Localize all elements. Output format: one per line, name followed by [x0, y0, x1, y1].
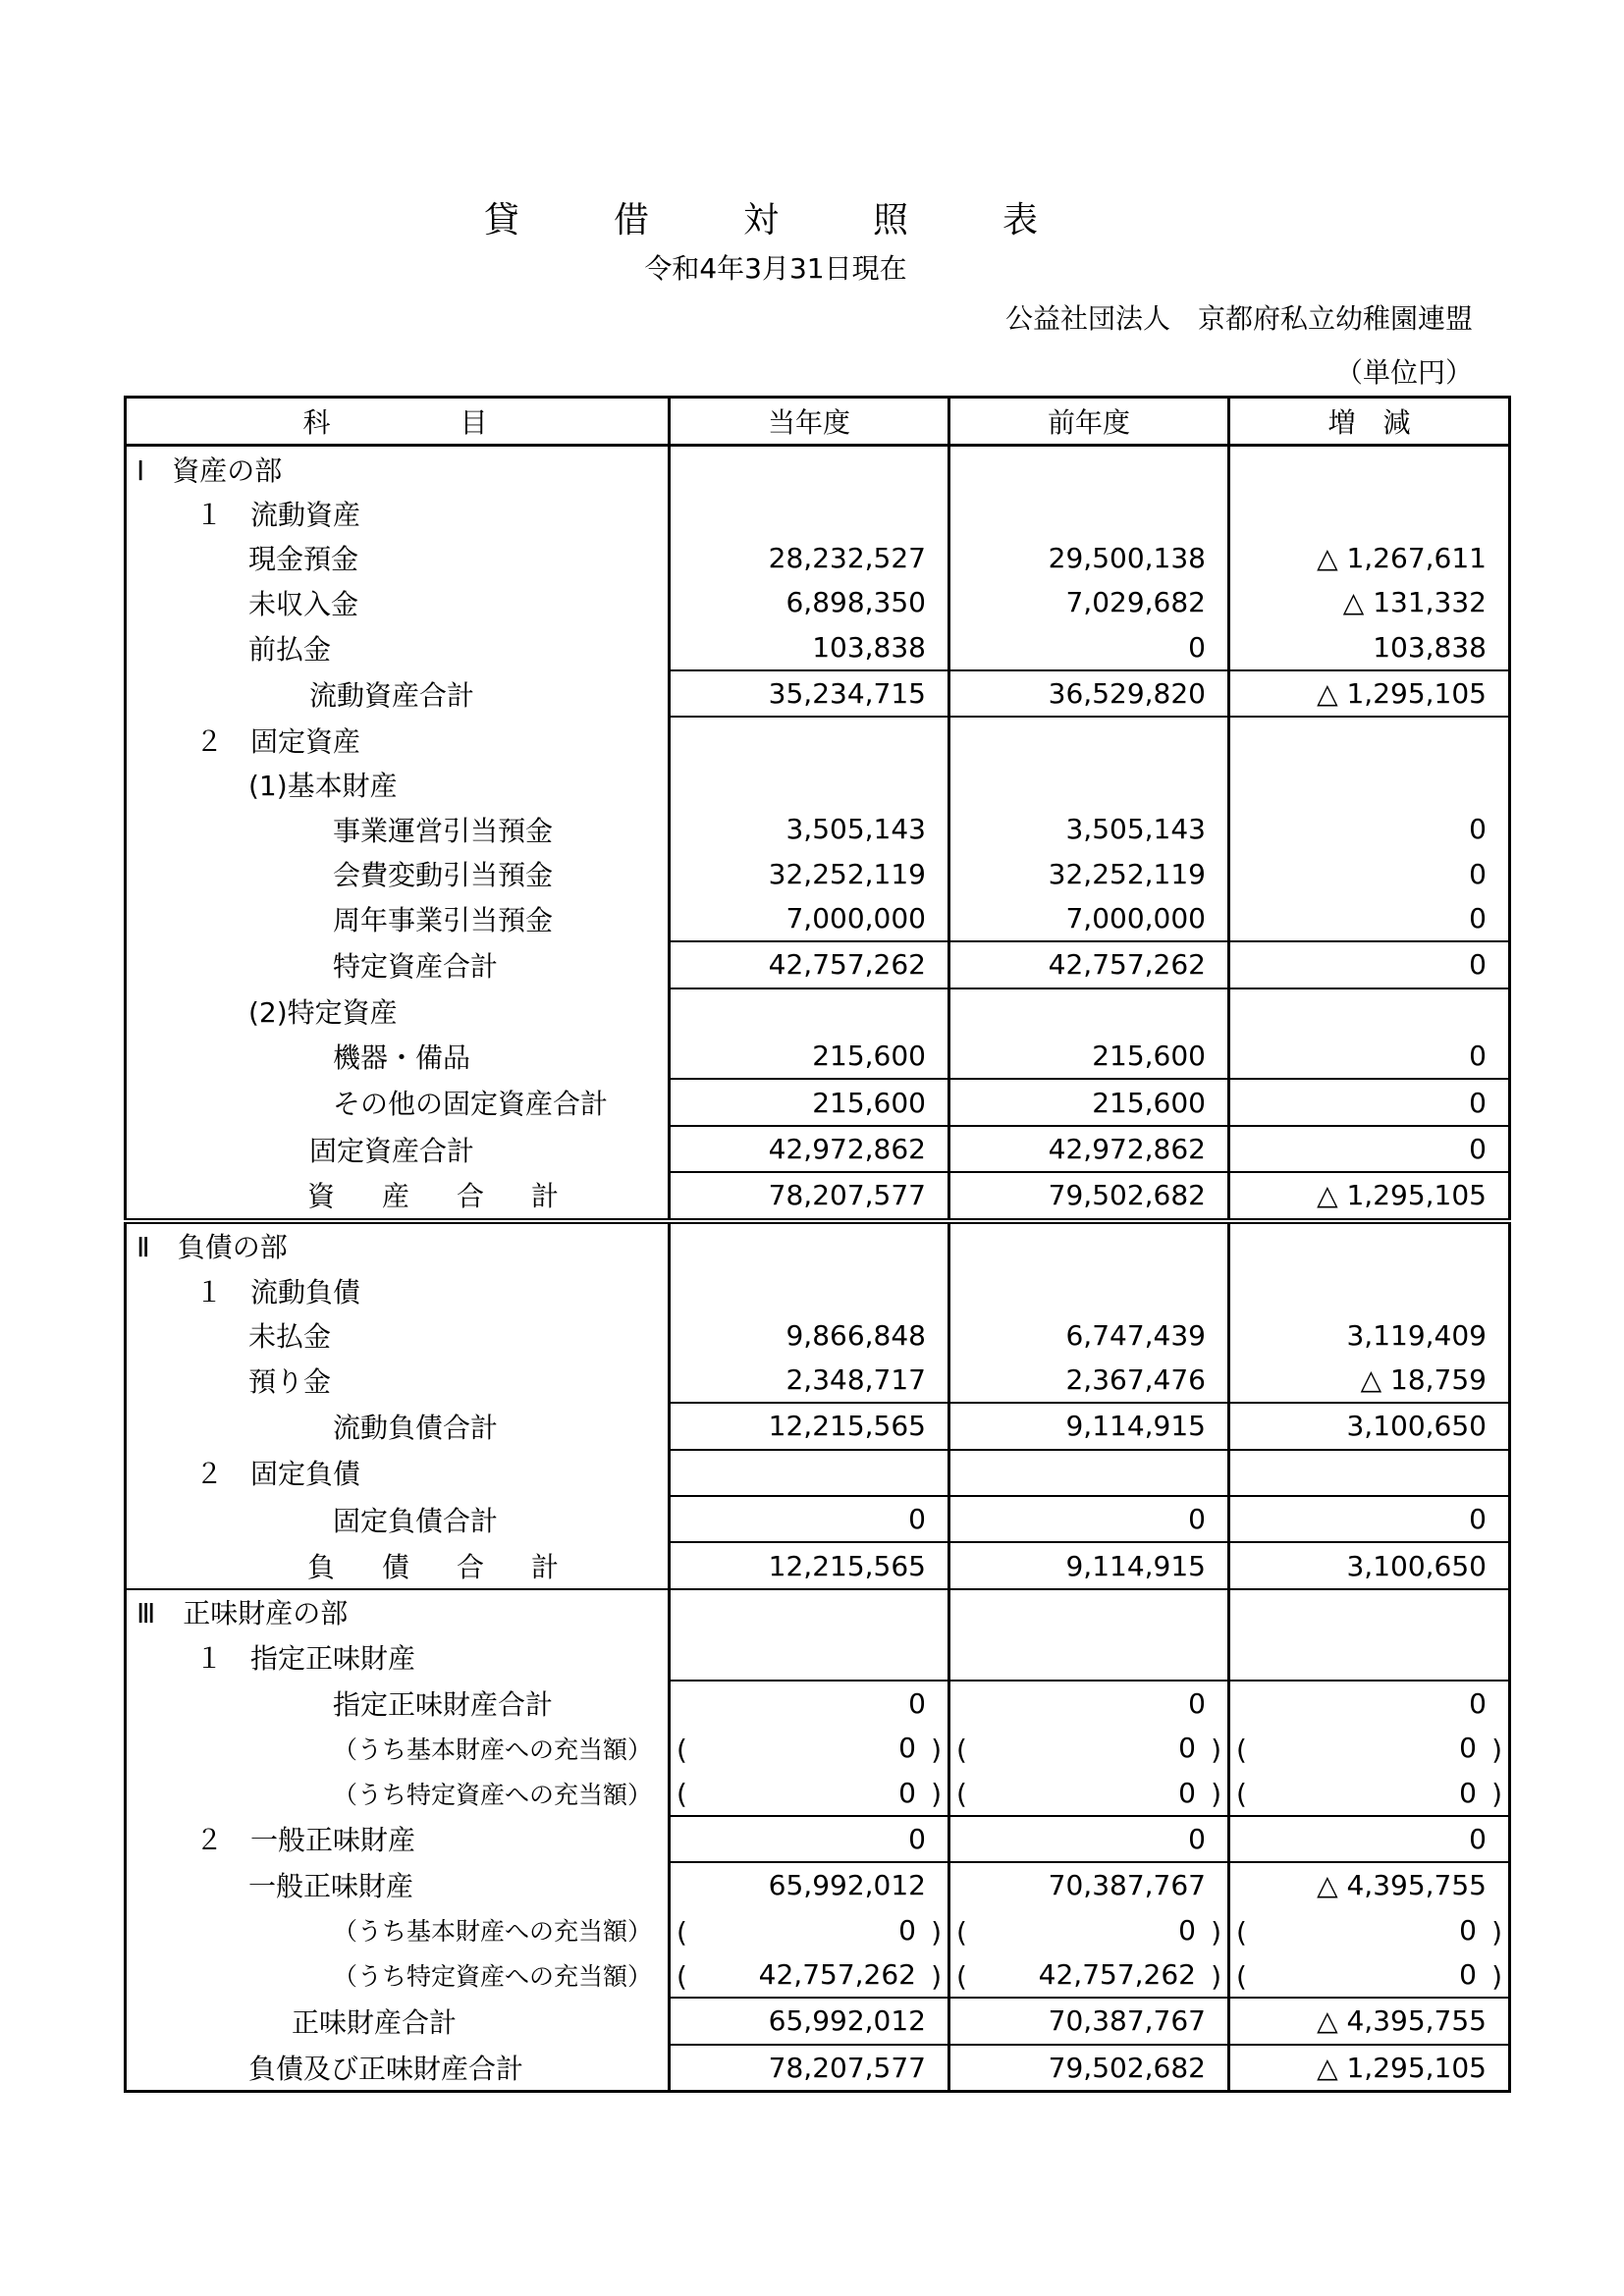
change-value: 3,100,650 [1229, 1403, 1510, 1449]
previous-year-value [949, 1450, 1229, 1496]
table-row [126, 1034, 1510, 1079]
change-value [1229, 1268, 1510, 1312]
table-row [126, 852, 1510, 896]
change-value-cell [1229, 1908, 1510, 1952]
open-paren: ( [956, 1778, 967, 1811]
previous-year-value: 9,114,915 [949, 1403, 1229, 1449]
change-value: 0 [1229, 896, 1510, 941]
current-year-value: 12,215,565 [670, 1542, 949, 1588]
change-value [1229, 1589, 1510, 1634]
current-year-value: 78,207,577 [670, 1172, 949, 1220]
previous-year-value: 36,529,820 [949, 670, 1229, 717]
change-value [1229, 1221, 1510, 1268]
current-year-value [670, 1450, 949, 1496]
row-label: Ⅱ 負債の部 [126, 1221, 670, 1268]
table-row [126, 1496, 1510, 1542]
table-row [126, 1589, 1510, 1634]
row-label: 指定正味財産合計 [126, 1681, 670, 1726]
change-value: 0 [1459, 1732, 1477, 1765]
previous-year-value: 215,600 [949, 1034, 1229, 1079]
table-row [126, 1998, 1510, 2044]
row-label: 事業運営引当預金 [126, 807, 670, 851]
previous-year-value [949, 1589, 1229, 1634]
close-paren: ) [1211, 1959, 1221, 1993]
close-paren: ) [1211, 1733, 1221, 1766]
previous-year-value: 0 [1178, 1913, 1196, 1947]
table-row [126, 1770, 1510, 1815]
open-paren: ( [677, 1778, 687, 1811]
row-label: 固定負債合計 [126, 1496, 670, 1542]
table-row [126, 625, 1510, 670]
previous-year-value: 42,972,862 [949, 1126, 1229, 1172]
row-label: （うち特定資産への充当額） [126, 1770, 670, 1815]
current-year-value: 42,757,262 [670, 941, 949, 988]
open-paren: ( [677, 1959, 687, 1993]
table-row [126, 807, 1510, 851]
current-year-value [670, 1268, 949, 1312]
row-label: ２ 固定資産 [126, 717, 670, 762]
table-header-row [126, 398, 1510, 446]
open-paren: ( [677, 1915, 687, 1949]
previous-year-value: 42,757,262 [1038, 1958, 1196, 1992]
table-row [126, 536, 1510, 580]
change-value: △ 131,332 [1229, 580, 1510, 624]
change-value: 0 [1229, 852, 1510, 896]
change-value [1229, 988, 1510, 1034]
previous-year-value: 6,747,439 [949, 1312, 1229, 1357]
open-paren: ( [1236, 1915, 1247, 1949]
row-label: （うち基本財産への充当額） [126, 1908, 670, 1952]
current-year-value [670, 491, 949, 535]
close-paren: ) [931, 1778, 942, 1811]
table-row [126, 1542, 1510, 1588]
current-year-value: 42,972,862 [670, 1126, 949, 1172]
previous-year-value-cell [949, 1952, 1229, 1998]
row-label: 流動負債合計 [126, 1403, 670, 1449]
change-value [1229, 446, 1510, 492]
change-value: 0 [1459, 1958, 1477, 1992]
row-label: （うち基本財産への充当額） [126, 1726, 670, 1770]
current-year-value [670, 1634, 949, 1680]
column-header-current-year: 当年度 [670, 398, 949, 446]
table-row [126, 1126, 1510, 1172]
previous-year-value: 215,600 [949, 1079, 1229, 1125]
current-year-value: 215,600 [670, 1079, 949, 1125]
table-row [126, 1681, 1510, 1726]
current-year-value: 7,000,000 [670, 896, 949, 941]
close-paren: ) [931, 1915, 942, 1949]
previous-year-value: 29,500,138 [949, 536, 1229, 580]
change-value: 0 [1229, 1496, 1510, 1542]
table-row [126, 1816, 1510, 1862]
previous-year-value-cell [949, 1726, 1229, 1770]
column-header-item: 科 目 [126, 398, 670, 446]
close-paren: ) [1211, 1778, 1221, 1811]
close-paren: ) [1491, 1778, 1502, 1811]
previous-year-value: 9,114,915 [949, 1542, 1229, 1588]
change-value: 3,119,409 [1229, 1312, 1510, 1357]
table-row [126, 491, 1510, 535]
row-label: 未収入金 [126, 580, 670, 624]
change-value [1229, 763, 1510, 807]
current-year-value: 0 [670, 1816, 949, 1862]
row-label: 正味財産合計 [126, 1998, 670, 2044]
row-label: （うち特定資産への充当額） [126, 1952, 670, 1998]
row-label: ２ 固定負債 [126, 1450, 670, 1496]
previous-year-value: 2,367,476 [949, 1358, 1229, 1403]
change-value-cell [1229, 1726, 1510, 1770]
previous-year-value [949, 988, 1229, 1034]
change-value: △ 18,759 [1229, 1358, 1510, 1403]
table-row [126, 717, 1510, 762]
current-year-value: 0 [670, 1681, 949, 1726]
column-header-previous-year: 前年度 [949, 398, 1229, 446]
change-value: △ 1,295,105 [1229, 2045, 1510, 2092]
current-year-value-cell [670, 1952, 949, 1998]
previous-year-value [949, 1268, 1229, 1312]
current-year-value: 42,757,262 [758, 1958, 916, 1992]
change-value: △ 4,395,755 [1229, 1998, 1510, 2044]
table-row [126, 1403, 1510, 1449]
change-value [1229, 1634, 1510, 1680]
change-value: 0 [1229, 1126, 1510, 1172]
change-value: 0 [1229, 1681, 1510, 1726]
current-year-value: 6,898,350 [670, 580, 949, 624]
change-value: △ 1,267,611 [1229, 536, 1510, 580]
table-row [126, 763, 1510, 807]
change-value [1229, 491, 1510, 535]
table-row [126, 1726, 1510, 1770]
previous-year-value-cell [949, 1770, 1229, 1815]
previous-year-value: 70,387,767 [949, 1998, 1229, 2044]
open-paren: ( [956, 1959, 967, 1993]
current-year-value: 28,232,527 [670, 536, 949, 580]
row-label: (2)特定資産 [126, 988, 670, 1034]
current-year-value: 3,505,143 [670, 807, 949, 851]
current-year-value: 0 [898, 1732, 916, 1765]
current-year-value: 35,234,715 [670, 670, 949, 717]
row-label: 会費変動引当預金 [126, 852, 670, 896]
previous-year-value [949, 717, 1229, 762]
current-year-value: 0 [898, 1776, 916, 1809]
table-row [126, 1079, 1510, 1125]
change-value: 0 [1459, 1776, 1477, 1809]
previous-year-value [949, 1634, 1229, 1680]
close-paren: ) [1491, 1959, 1502, 1993]
close-paren: ) [931, 1733, 942, 1766]
row-label: 負 債 合 計 [126, 1542, 670, 1588]
table-row [126, 1450, 1510, 1496]
table-row [126, 1862, 1510, 1907]
open-paren: ( [1236, 1778, 1247, 1811]
current-year-value [670, 446, 949, 492]
close-paren: ) [931, 1959, 942, 1993]
table-row [126, 988, 1510, 1034]
current-year-value-cell [670, 1908, 949, 1952]
row-label: 負債及び正味財産合計 [126, 2045, 670, 2092]
current-year-value [670, 717, 949, 762]
row-label: 周年事業引当預金 [126, 896, 670, 941]
previous-year-value: 32,252,119 [949, 852, 1229, 896]
row-label: 流動資産合計 [126, 670, 670, 717]
open-paren: ( [677, 1733, 687, 1766]
change-value [1229, 717, 1510, 762]
change-value: △ 1,295,105 [1229, 1172, 1510, 1220]
previous-year-value [949, 446, 1229, 492]
unit-label: （単位円） [1334, 356, 1473, 389]
report-date: 令和4年3月31日現在 [644, 252, 907, 285]
row-label: Ⅲ 正味財産の部 [126, 1589, 670, 1634]
previous-year-value: 0 [949, 1816, 1229, 1862]
previous-year-value [949, 1221, 1229, 1268]
change-value [1229, 1450, 1510, 1496]
change-value: 0 [1229, 1079, 1510, 1125]
row-label: Ⅰ 資産の部 [126, 446, 670, 492]
change-value: △ 1,295,105 [1229, 670, 1510, 717]
previous-year-value: 0 [949, 625, 1229, 670]
row-label: 一般正味財産 [126, 1862, 670, 1907]
change-value: 3,100,650 [1229, 1542, 1510, 1588]
row-label: ２ 一般正味財産 [126, 1816, 670, 1862]
current-year-value: 215,600 [670, 1034, 949, 1079]
change-value: 0 [1229, 941, 1510, 988]
change-value: △ 4,395,755 [1229, 1862, 1510, 1907]
row-label: 資 産 合 計 [126, 1172, 670, 1220]
previous-year-value: 0 [1178, 1732, 1196, 1765]
row-label: 預り金 [126, 1358, 670, 1403]
table-row [126, 941, 1510, 988]
current-year-value [670, 988, 949, 1034]
row-label: １ 流動負債 [126, 1268, 670, 1312]
table-row [126, 1358, 1510, 1403]
current-year-value: 65,992,012 [670, 1998, 949, 2044]
previous-year-value: 79,502,682 [949, 1172, 1229, 1220]
column-header-change: 増 減 [1229, 398, 1510, 446]
previous-year-value [949, 491, 1229, 535]
table-row [126, 896, 1510, 941]
current-year-value: 2,348,717 [670, 1358, 949, 1403]
table-row [126, 580, 1510, 624]
table-row [126, 1952, 1510, 1998]
previous-year-value: 0 [949, 1496, 1229, 1542]
row-label: 前払金 [126, 625, 670, 670]
open-paren: ( [956, 1915, 967, 1949]
row-label: (1)基本財産 [126, 763, 670, 807]
change-value: 0 [1459, 1913, 1477, 1947]
table-row [126, 1312, 1510, 1357]
current-year-value-cell [670, 1770, 949, 1815]
current-year-value [670, 1589, 949, 1634]
current-year-value [670, 1221, 949, 1268]
close-paren: ) [1491, 1915, 1502, 1949]
current-year-value: 12,215,565 [670, 1403, 949, 1449]
change-value: 0 [1229, 1034, 1510, 1079]
current-year-value-cell [670, 1726, 949, 1770]
table-row [126, 2045, 1510, 2092]
previous-year-value: 70,387,767 [949, 1862, 1229, 1907]
table-row [126, 670, 1510, 717]
previous-year-value [949, 763, 1229, 807]
open-paren: ( [956, 1733, 967, 1766]
close-paren: ) [1211, 1915, 1221, 1949]
change-value-cell [1229, 1770, 1510, 1815]
current-year-value: 78,207,577 [670, 2045, 949, 2092]
row-label: その他の固定資産合計 [126, 1079, 670, 1125]
table-row [126, 1221, 1510, 1268]
table-row [126, 1268, 1510, 1312]
open-paren: ( [1236, 1733, 1247, 1766]
previous-year-value: 3,505,143 [949, 807, 1229, 851]
previous-year-value: 79,502,682 [949, 2045, 1229, 2092]
row-label: １ 指定正味財産 [126, 1634, 670, 1680]
close-paren: ) [1491, 1733, 1502, 1766]
previous-year-value: 7,029,682 [949, 580, 1229, 624]
current-year-value: 0 [670, 1496, 949, 1542]
open-paren: ( [1236, 1959, 1247, 1993]
current-year-value: 0 [898, 1913, 916, 1947]
current-year-value: 103,838 [670, 625, 949, 670]
page-title: 貸 借 対 照 表 [483, 200, 1067, 240]
table-row [126, 446, 1510, 492]
organization-name: 公益社団法人 京都府私立幼稚園連盟 [1004, 302, 1473, 335]
row-label: １ 流動資産 [126, 491, 670, 535]
row-label: 固定資産合計 [126, 1126, 670, 1172]
previous-year-value: 0 [949, 1681, 1229, 1726]
change-value-cell [1229, 1952, 1510, 1998]
current-year-value: 32,252,119 [670, 852, 949, 896]
balance-sheet-table [124, 396, 1511, 2093]
previous-year-value-cell [949, 1908, 1229, 1952]
previous-year-value: 42,757,262 [949, 941, 1229, 988]
table-body [126, 446, 1510, 2092]
previous-year-value: 0 [1178, 1776, 1196, 1809]
row-label: 機器・備品 [126, 1034, 670, 1079]
current-year-value: 65,992,012 [670, 1862, 949, 1907]
change-value: 0 [1229, 1816, 1510, 1862]
row-label: 未払金 [126, 1312, 670, 1357]
row-label: 現金預金 [126, 536, 670, 580]
change-value: 103,838 [1229, 625, 1510, 670]
table-row [126, 1172, 1510, 1220]
row-label: 特定資産合計 [126, 941, 670, 988]
current-year-value [670, 763, 949, 807]
previous-year-value: 7,000,000 [949, 896, 1229, 941]
change-value: 0 [1229, 807, 1510, 851]
current-year-value: 9,866,848 [670, 1312, 949, 1357]
table-row [126, 1908, 1510, 1952]
table-row [126, 1634, 1510, 1680]
